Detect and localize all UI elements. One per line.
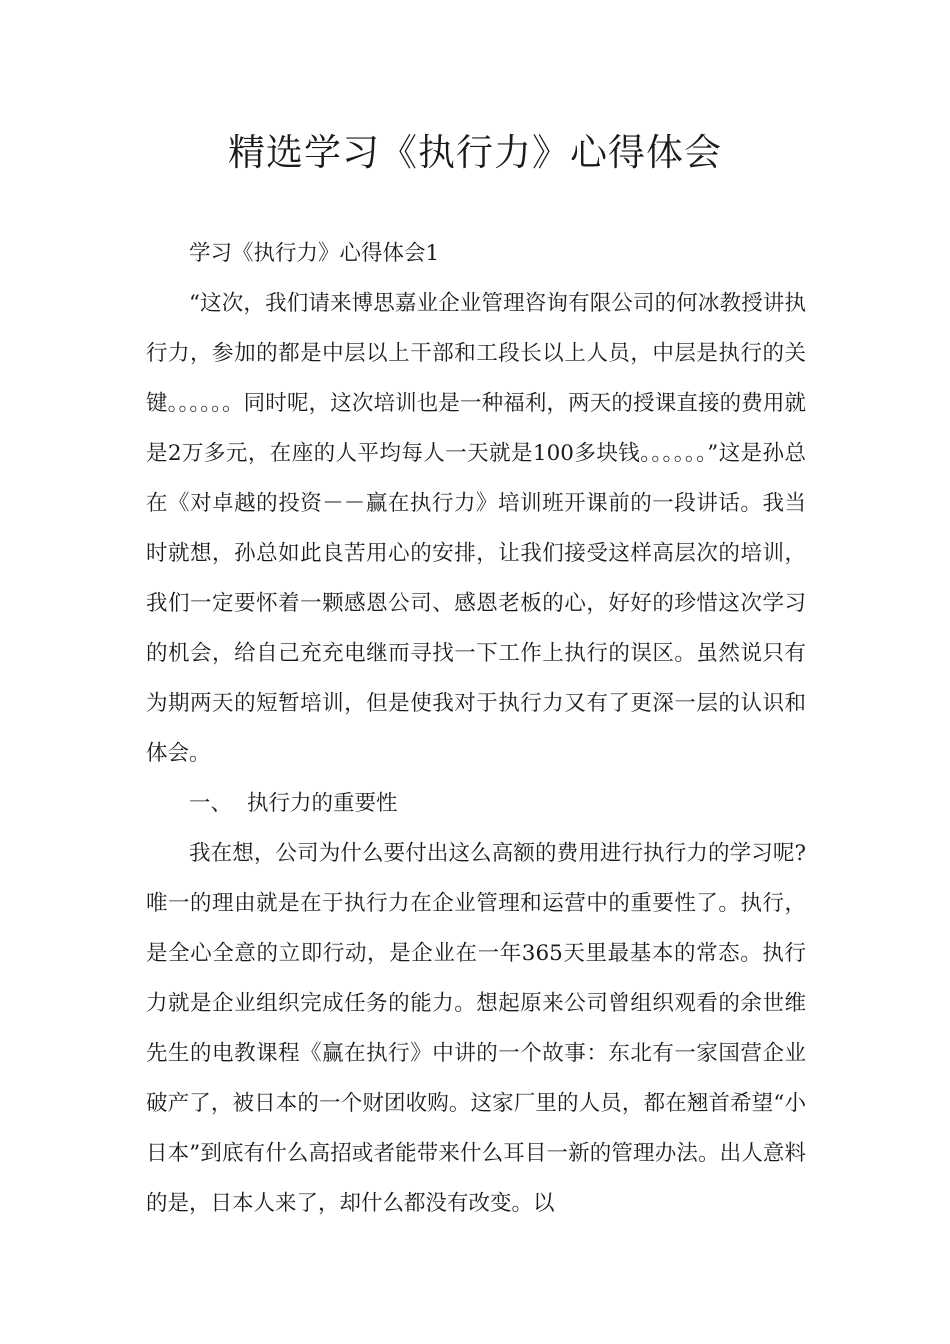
section-number: 一、 [189, 791, 233, 816]
document-body [146, 229, 806, 1229]
document-title: 精选学习《执行力》心得体会 [228, 131, 722, 174]
paragraph-intro: “这次，我们请来博思嘉业企业管理咨询有限公司的何冰教授讲执行力，参加的都是中层以上干部和工段长以上人员，中层是执行的关键。。。。。。同时呢，这次培训也是一种福利，两天的授课直接的费用就是2万多元，在座的人平均每人一天就是100多块钱。。。。。。”这是孙总在《对卓越的投资－－赢在执行力》培训班开课前的一段讲话。我当时就想，孙总如此良苦用心的安排，让我们接受这样高层次的培训，我们一定要怀着一颗感恩公司、感恩老板的心，好好的珍惜这次学习的机会，给自己充充电继而寻找一下工作上执行的误区。虽然说只有为期两天的短暂培训，但是使我对于执行力又有了更深一层的认识和体会。 [146, 291, 806, 766]
section-heading-text: 执行力的重要性 [247, 791, 398, 816]
section-subtitle: 学习《执行力》心得体会1 [189, 241, 440, 266]
paragraph-importance: 我在想，公司为什么要付出这么高额的费用进行执行力的学习呢?唯一的理由就是在于执行力在企业管理和运营中的重要性了。执行，是全心全意的立即行动，是企业在一年365天里最基本的常态。执行力就是企业组织完成任务的能力。想起原来公司曾组织观看的余世维先生的电教课程《赢在执行》中讲的一个故事：东北有一家国营企业破产了，被日本的一个财团收购。这家厂里的人员，都在翘首希望“小日本”到底有什么高招或者能带来什么耳目一新的管理办法。出人意料的是，日本人来了，却什么都没有改变。以 [146, 841, 806, 1216]
section-heading [146, 779, 806, 829]
